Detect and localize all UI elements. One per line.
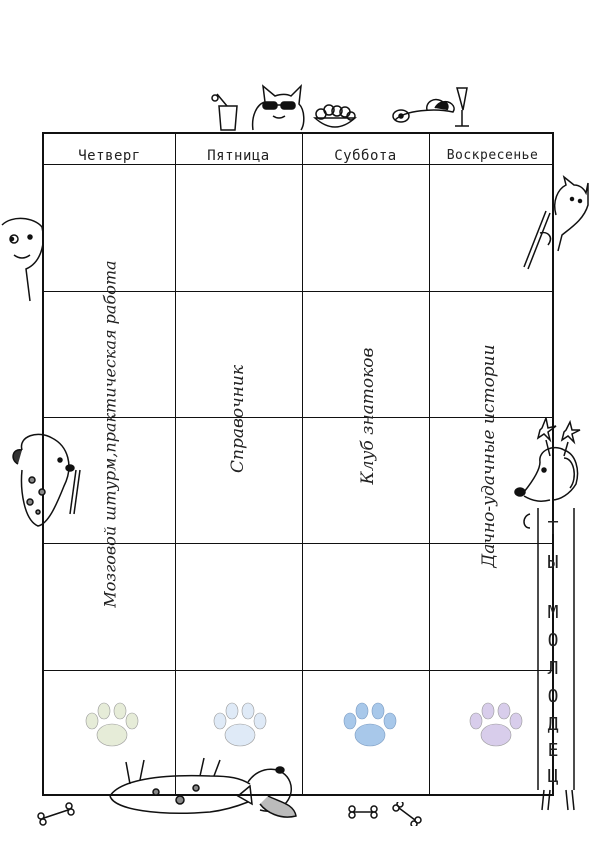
grid-line — [44, 543, 552, 544]
weekly-planner-grid — [42, 132, 554, 796]
day-header-friday: Пятница — [207, 148, 270, 164]
banner-letter: Ц — [547, 766, 559, 787]
grid-line — [429, 134, 430, 794]
banner-letter: О — [547, 630, 559, 651]
grid-line — [44, 291, 552, 292]
grid-line — [302, 134, 303, 794]
lying-dog-illustration — [100, 756, 300, 824]
peeking-dog-illustration — [0, 215, 50, 305]
banner-letter: Е — [547, 740, 559, 761]
activity-saturday: Клуб знатоков — [358, 347, 378, 485]
paw-print-icon — [340, 699, 400, 749]
paw-print-icon — [82, 699, 142, 749]
day-header-saturday: Суббота — [334, 148, 397, 164]
bone-icon — [392, 802, 422, 826]
grid-line — [175, 134, 176, 794]
bone-icon — [348, 802, 378, 822]
top-animals-illustration — [205, 80, 475, 135]
banner-text — [533, 518, 573, 788]
bone-icon — [36, 802, 76, 826]
activity-sunday: Дачно-удачные истории — [479, 344, 499, 568]
banner-letter: М — [547, 602, 559, 623]
cat-with-pencil-illustration — [518, 175, 590, 270]
banner-letter: Т — [547, 518, 559, 539]
paw-print-icon — [210, 699, 270, 749]
banner-letter: Л — [547, 658, 559, 679]
grid-line — [44, 417, 552, 418]
grid-line — [44, 670, 552, 671]
banner-letter: О — [547, 686, 559, 707]
banner-letter: Ы — [547, 552, 559, 573]
day-header-thursday: Четверг — [78, 148, 141, 164]
activity-friday: Справочник — [228, 365, 248, 473]
day-header-sunday: Воскресенье — [446, 148, 539, 163]
activity-thursday: Мозговой штурм,практическая работа — [100, 260, 120, 608]
banner-letter: Д — [547, 714, 559, 735]
spotted-dog-pencil-illustration — [8, 430, 88, 530]
